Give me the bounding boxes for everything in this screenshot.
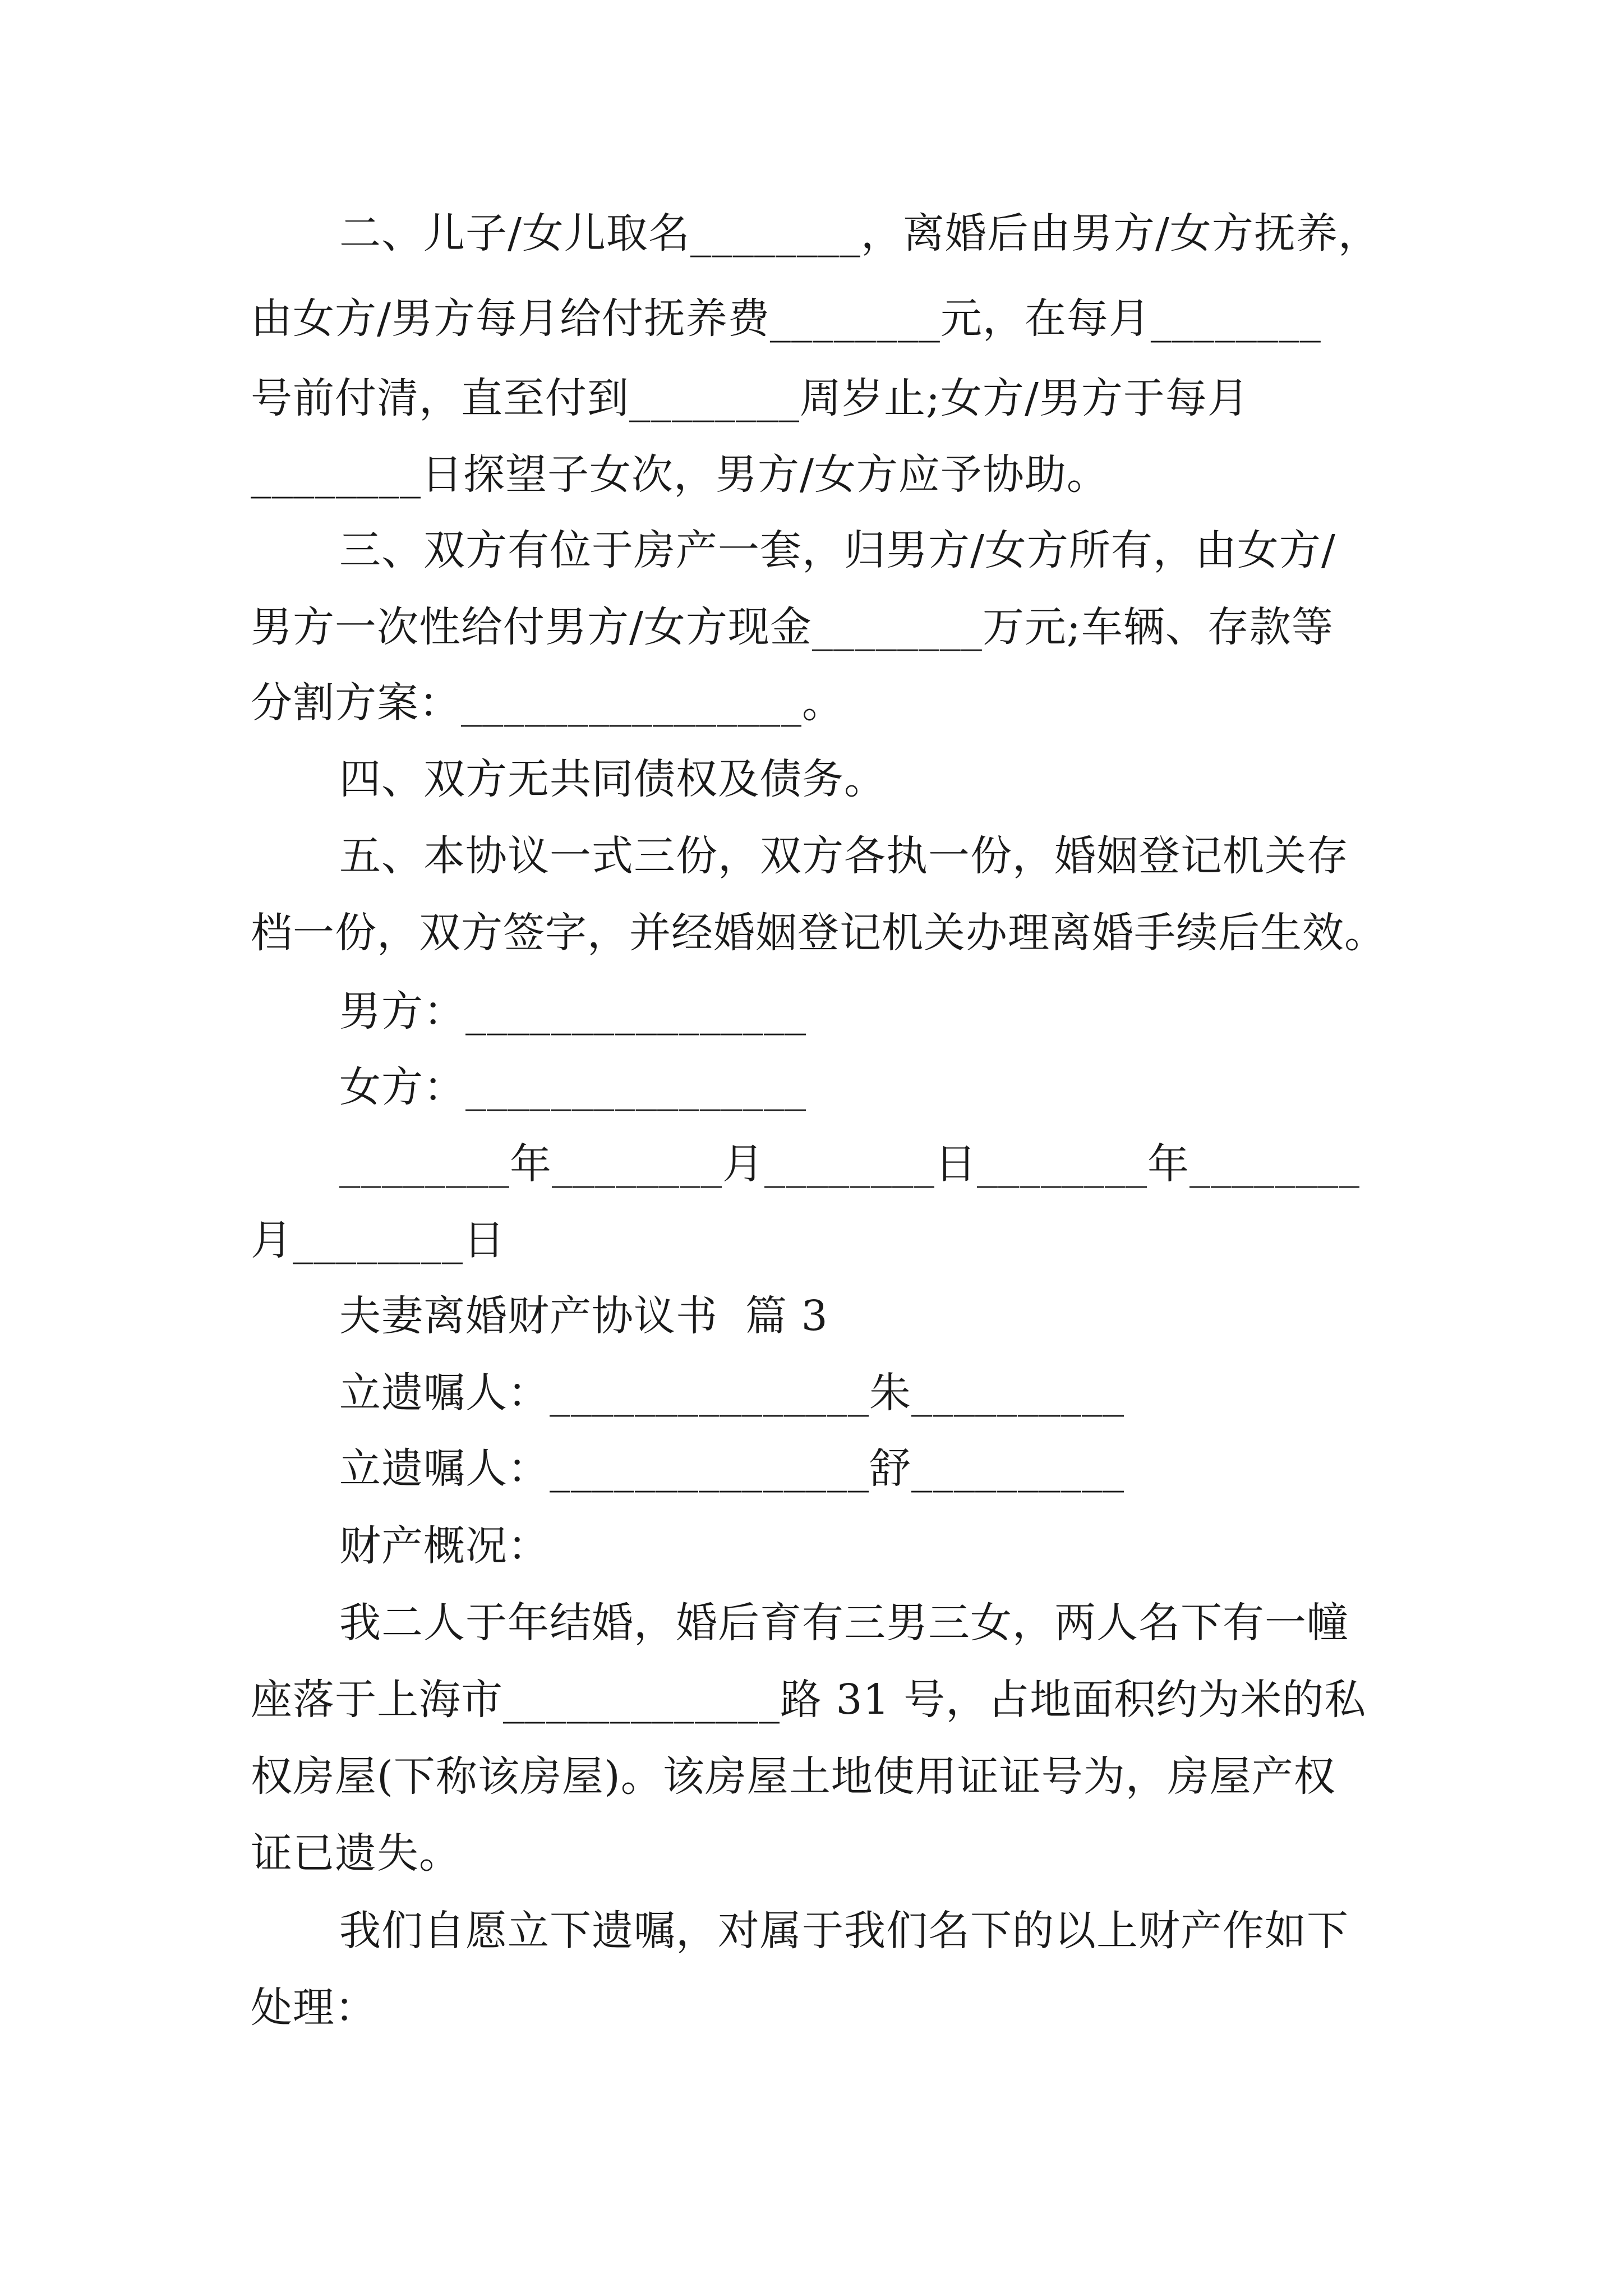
text-line: 财产概况： — [339, 1522, 550, 1570]
text-line: 档一份，双方签字，并经婚姻登记机关办理离婚手续后生效。 — [251, 909, 1386, 957]
text-line: ________日探望子女次，男方/女方应予协助。 — [251, 450, 1109, 499]
text-line: 座落于上海市_____________路 31 号，占地面积约为米的私 — [251, 1676, 1367, 1724]
text-line: 二、儿子/女儿取名________，离婚后由男方/女方抚养， — [339, 209, 1380, 257]
text-line: 女方：________________ — [339, 1063, 806, 1111]
text-line: 我二人于年结婚，婚后育有三男三女，两人名下有一幢 — [339, 1599, 1349, 1647]
text-line: 月________日 — [251, 1216, 505, 1264]
text-line: 分割方案：________________。 — [251, 679, 844, 727]
text-line: 立遗嘱人：_______________舒__________ — [339, 1444, 1124, 1493]
text-line: 由女方/男方每月给付抚养费________元，在每月________ — [251, 295, 1321, 343]
text-line: 五、本协议一式三份，双方各执一份，婚姻登记机关存 — [339, 832, 1349, 880]
text-line: 夫妻离婚财产协议书 篇 3 — [339, 1292, 828, 1340]
text-line: 我们自愿立下遗嘱，对属于我们名下的以上财产作如下 — [339, 1907, 1349, 1955]
text-line: 男方一次性给付男方/女方现金________万元;车辆、存款等 — [251, 603, 1334, 651]
text-line: 四、双方无共同债权及债务。 — [339, 755, 886, 803]
text-line: 三、双方有位于房产一套，归男方/女方所有，由女方/ — [339, 526, 1336, 574]
text-line: ________年________月________日________年________ — [339, 1140, 1360, 1188]
text-line: 处理： — [251, 1984, 377, 2032]
text-line: 权房屋(下称该房屋)。该房屋土地使用证证号为，房屋产权 — [251, 1752, 1336, 1801]
text-line: 男方：________________ — [339, 987, 806, 1036]
text-line: 立遗嘱人：_______________朱__________ — [339, 1369, 1124, 1417]
text-line: 号前付清，直至付到________周岁止;女方/男方于每月 — [251, 374, 1249, 422]
text-line: 证已遗失。 — [251, 1829, 461, 1878]
